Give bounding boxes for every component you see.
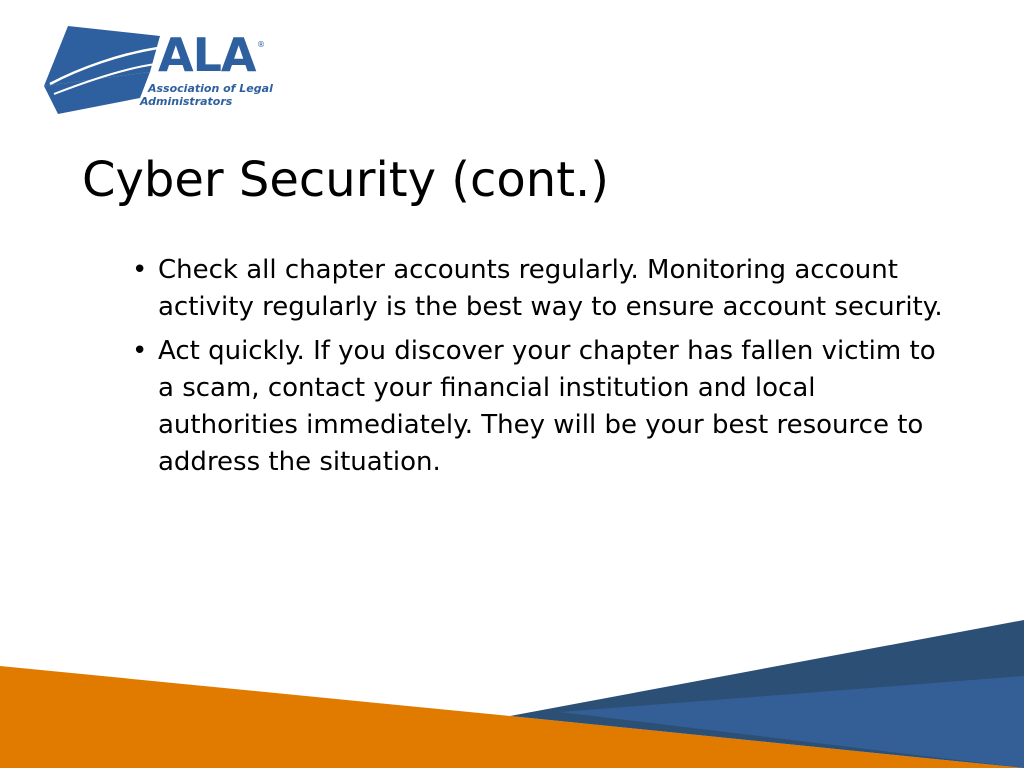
bullet-item [132, 252, 954, 326]
bullet-list [132, 252, 954, 488]
logo-subtitle-line1: Association of Legal [148, 82, 273, 95]
bullet-dot: • [132, 336, 148, 366]
bullet-text: Check all chapter accounts regularly. Monitoring account activity regularly is the best way to ensure account security. [158, 255, 943, 322]
logo-subtitle-line2: Administrators [140, 95, 233, 108]
footer-decoration [0, 600, 1024, 768]
slide-title: Cyber Security (cont.) [82, 152, 609, 208]
ala-logo [40, 24, 280, 116]
bullet-item [132, 333, 954, 481]
bullet-dot: • [132, 255, 148, 285]
logo-wordmark: ALA [158, 28, 256, 82]
logo-registered-mark: ® [257, 40, 265, 49]
bullet-text: Act quickly. If you discover your chapter has fallen victim to a scam, contact your financial institution and local authorities immediately. They will be your best resource to address the situation. [158, 336, 936, 477]
